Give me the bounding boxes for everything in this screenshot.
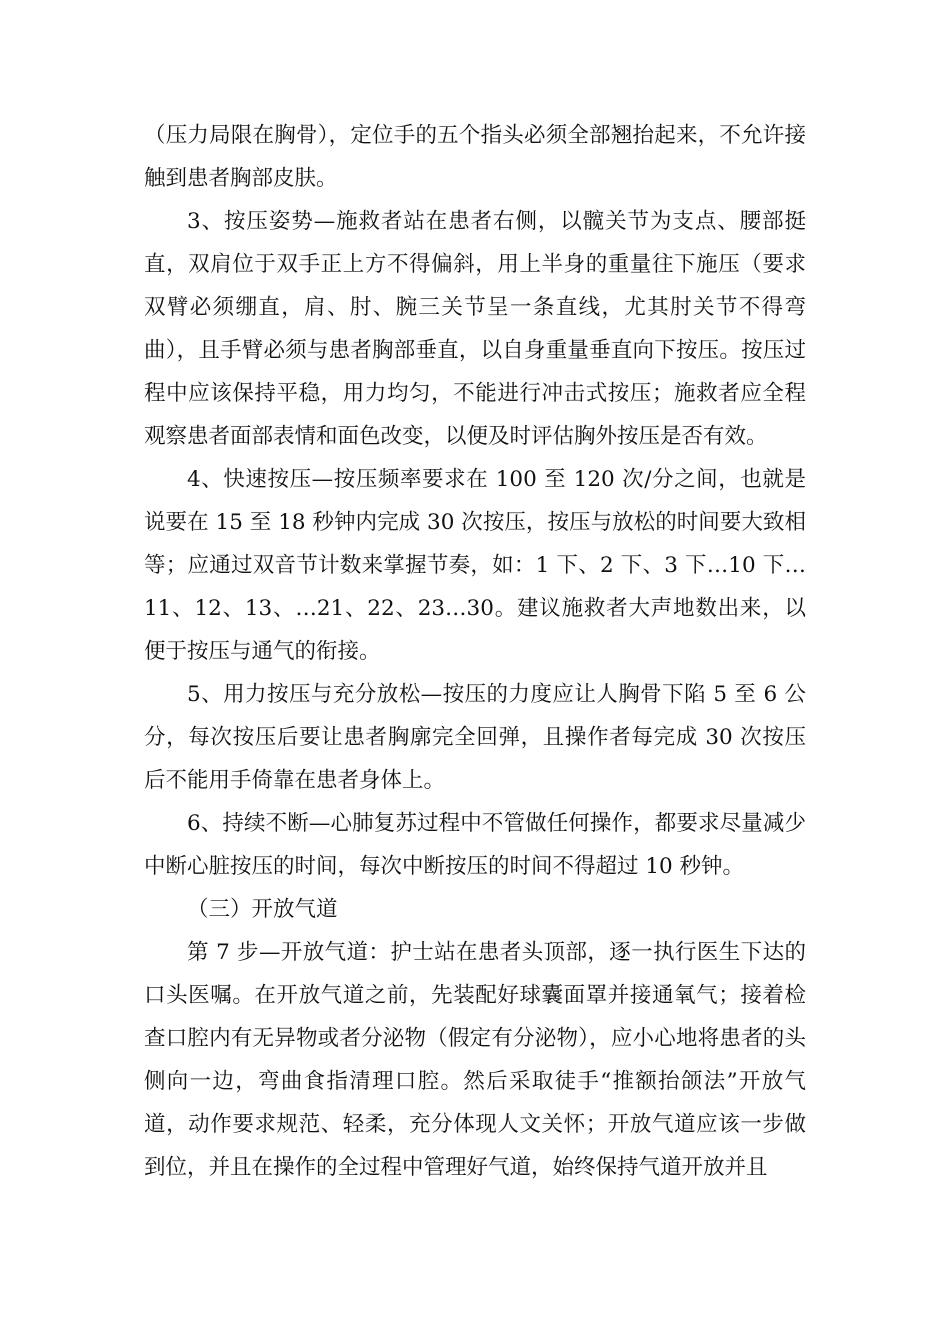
paragraph-continuous-compression: 6、持续不断—心肺复苏过程中不管做任何操作，都要求尽量减少中断心脏按压的时间，每次中断按压的时间不得超过 10 秒钟。 — [144, 811, 806, 879]
paragraph-compression-depth: 5、用力按压与充分放松—按压的力度应让人胸骨下陷 5 至 6 公分，每次按压后要让患者胸廓完全回弹，且操作者每完成 30 次按压后不能用手倚靠在患者身体上。 — [144, 682, 806, 793]
paragraph-compression-posture: 3、按压姿势—施救者站在患者右侧，以髋关节为支点、腰部挺直，双肩位于双手正上方不得偏斜，用上半身的重量往下施压（要求双臂必须绷直，肩、肘、腕三关节呈一条直线，尤其肘关节不得弯曲），且手臂必须与患者胸部垂直，以自身重量垂直向下按压。按压过程中应该保持平稳，用力均匀，不能进行冲击式按压；施救者应全程观察患者面部表情和面色改变，以便及时评估胸外按压是否有效。 — [144, 209, 806, 449]
section-heading-open-airway: （三）开放气道 — [187, 897, 338, 922]
paragraph-continuation: （压力局限在胸骨），定位手的五个指头必须全部翘抬起来，不允许接触到患者胸部皮肤。 — [144, 123, 806, 191]
paragraph-fast-compression: 4、快速按压—按压频率要求在 100 至 120 次/分之间，也就是说要在 15 至 18 秒钟内完成 30 次按压，按压与放松的时间要大致相等；应通过双音节计数来掌握节奏，如：1 下、2 下、3 下…10 下…11、12、13、…21、22、23…30。建议施救者大声地数出来，以便于按压与通气的衔接。 — [144, 467, 806, 664]
paragraph-open-airway-step: 第 7 步—开放气道：护士站在患者头顶部，逐一执行医生下达的口头医嘱。在开放气道之前，先装配好球囊面罩并接通氧气；接着检查口腔内有无异物或者分泌物（假定有分泌物），应小心地将患者的头侧向一边，弯曲食指清理口腔。然后采取徒手“推额抬颌法”开放气道，动作要求规范、轻柔，充分体现人文关怀；开放气道应该一步做到位，并且在操作的全过程中管理好气道，始终保持气道开放并且 — [144, 940, 806, 1180]
document-page — [144, 114, 806, 1189]
